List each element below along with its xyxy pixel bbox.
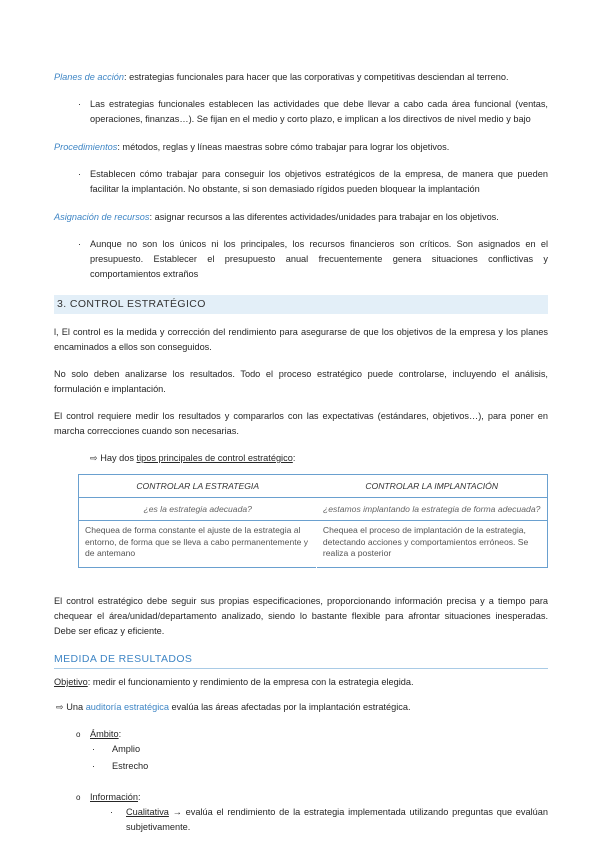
definition-text: : asignar recursos a las diferentes actividades/unidades para trabajar en los objetivos.: [149, 212, 499, 222]
bullet-procedimientos: [54, 167, 548, 197]
table-description-row: [79, 521, 548, 568]
document-page: [54, 70, 548, 835]
bullet-dot-icon: ·: [110, 807, 114, 817]
objetivo-text: : medir el funcionamiento y rendimiento de la empresa con la estrategia elegida.: [87, 677, 414, 687]
ambito-amplio-text: Amplio: [112, 744, 141, 754]
bullet-dot-icon: ·: [78, 239, 82, 249]
types-intro: [54, 451, 548, 466]
definition-text: : estrategias funcionales para hacer que las corporativas y competitivas desciendan al terreno.: [123, 72, 509, 82]
arrow-right-icon: ⇨: [90, 453, 98, 463]
bullet-text: Las estrategias funcionales establecen las actividades que debe llevar a cabo cada área funcional (ventas, operaciones, finanzas…). Se fijan en el medio y corto plazo, e implican a los directivos de nivel medio y bajo: [90, 99, 548, 124]
ambito-estrecho-text: Estrecho: [112, 761, 149, 771]
section-heading-control: 3. CONTROL ESTRATÉGICO: [54, 295, 548, 314]
question-implantacion: ¿estamos implantando la estrategia de forma adecuada?: [316, 498, 547, 521]
audit-pre-text: Una: [66, 702, 86, 712]
subheading-medida-resultados: MEDIDA DE RESULTADOS: [54, 653, 548, 669]
term-asignacion-de-recursos: Asignación de recursos: [54, 212, 150, 222]
arrow-right-icon: →: [172, 807, 182, 817]
auditoria-line: [54, 700, 548, 715]
circle-bullet-icon: o: [76, 730, 81, 739]
circle-bullet-icon: o: [76, 793, 81, 802]
paragraph-control-definition: l, El control es la medida y corrección del rendimiento para asegurarse de que los objetivos de la empresa y los planes encaminados a ellos son conseguidos.: [54, 327, 548, 352]
ambito-estrecho: [54, 759, 548, 774]
paragraph-control-process: No solo deben analizarse los resultados. Todo el proceso estratégico puede controlarse, incluyendo el análisis, formulación e implantación.: [54, 369, 548, 394]
bullet-dot-icon: ·: [92, 761, 96, 771]
ambito-label: Ámbito: [90, 729, 119, 739]
cualitativa-text: evalúa el rendimiento de la estrategia implementada utilizando preguntas que evalúan subjetivamente.: [126, 807, 548, 832]
table-question-row: [79, 498, 548, 521]
ambito-item: [54, 727, 548, 742]
term-auditoria-estrategica: auditoría estratégica: [85, 702, 169, 712]
cualitativa-label: Cualitativa: [126, 807, 169, 817]
informacion-item: [54, 790, 548, 805]
bullet-planes: [54, 97, 548, 127]
objetivo-label: Objetivo: [54, 677, 88, 687]
bullet-recursos: [54, 237, 548, 282]
bullet-dot-icon: ·: [78, 99, 82, 109]
description-implantacion: Chequea el proceso de implantación de la estrategia, detectando acciones y comportamientos erróneos. Se realiza a posterior: [322, 525, 529, 558]
types-intro-text: Hay dos: [100, 453, 137, 463]
ambito-colon: :: [118, 729, 122, 739]
paragraph-control-measure: El control requiere medir los resultados y compararlos con las expectativas (estándares, objetivos…), para poner en marcha correcciones cuando son necesarias.: [54, 411, 548, 436]
ambito-amplio: [54, 742, 548, 757]
definition-planes: [54, 70, 548, 85]
bullet-dot-icon: ·: [78, 169, 82, 179]
audit-post-text: evalúa las áreas afectadas por la implantación estratégica.: [168, 702, 411, 712]
objetivo-line: [54, 675, 548, 690]
cualitativa-item: [54, 805, 548, 835]
informacion-label: Información: [90, 792, 139, 802]
types-underlined: tipos principales de control estratégico: [136, 453, 293, 463]
description-estrategia: Chequea de forma constante el ajuste de la estrategia al entorno, de forma que se lleva a cabo permanentemente y de antemano: [79, 521, 317, 568]
table-header-row: [79, 475, 548, 498]
question-estrategia: ¿es la estrategia adecuada?: [79, 498, 317, 521]
paragraph-control-specs: El control estratégico debe seguir sus propias especificaciones, proporcionando información precisa y a tiempo para chequear el área/unidad/departamento analizado, siendo lo bastante flexible para afrontar situaciones inesperadas. Debe ser eficaz y eficiente.: [54, 596, 548, 636]
definition-recursos: [54, 210, 548, 225]
definition-text: : métodos, reglas y líneas maestras sobre cómo trabajar para lograr los objetivos.: [117, 142, 450, 152]
control-types-table: [78, 474, 548, 568]
types-colon: :: [292, 453, 296, 463]
bullet-text: Establecen cómo trabajar para conseguir los objetivos estratégicos de la empresa, de manera que pueden facilitar la implantación. No obstante, si son demasiado rígidos pueden bloquear la implantación: [90, 169, 548, 194]
bullet-dot-icon: ·: [92, 744, 96, 754]
definition-procedimientos: [54, 140, 548, 155]
informacion-colon: :: [138, 792, 141, 802]
bullet-text: Aunque no son los únicos ni los principales, los recursos financieros son críticos. Son asignados en el presupuesto. Establecer el presupuesto anual frecuentemente genera situaciones conflictivas y comportamientos extraños: [90, 239, 548, 279]
term-procedimientos: Procedimientos: [54, 142, 118, 152]
term-planes-de-accion: Planes de acción: [54, 72, 124, 82]
header-controlar-implantacion: CONTROLAR LA IMPLANTACIÓN: [316, 475, 547, 498]
arrow-right-icon: ⇨: [56, 702, 64, 712]
header-controlar-estrategia: CONTROLAR LA ESTRATEGIA: [79, 475, 317, 498]
